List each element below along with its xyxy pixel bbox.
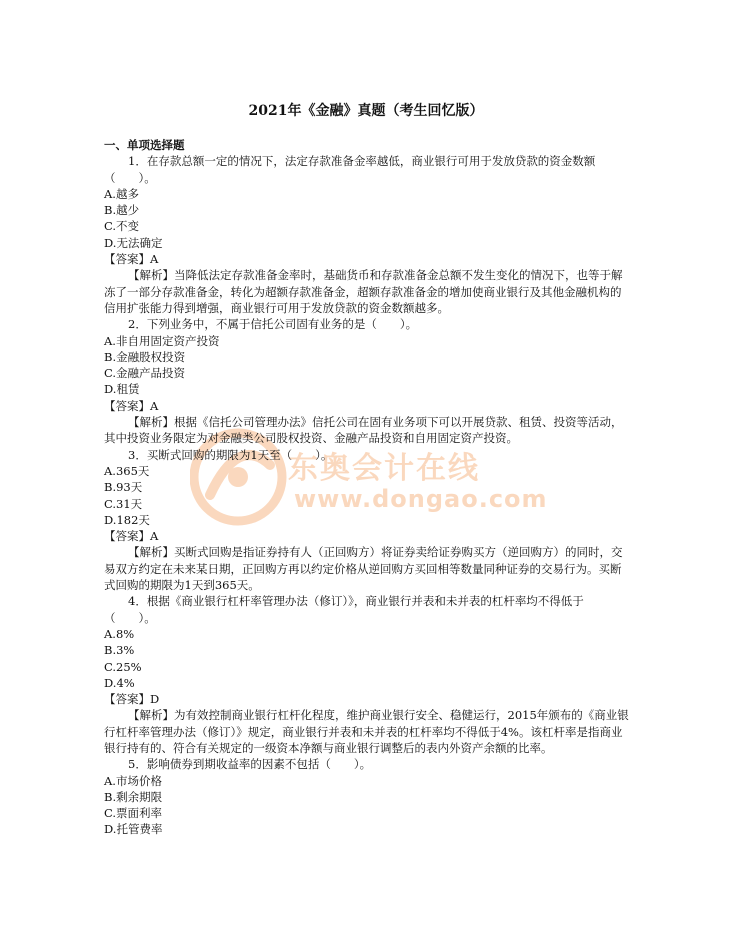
answer-option: C.票面利率 <box>104 806 163 821</box>
answer-option: D.182天 <box>104 512 150 527</box>
answer-key: 【答案】A <box>104 529 159 544</box>
question-stem: 5．影响债券到期收益率的因素不包括（ ）。 <box>128 757 372 772</box>
answer-option: A.8% <box>104 626 135 641</box>
answer-option: C.25% <box>104 659 142 674</box>
question-block <box>104 756 629 837</box>
answer-option: C.不变 <box>104 219 140 234</box>
document-title: 2021年《金融》真题（考生回忆版） <box>248 103 484 119</box>
answer-option: D.无法确定 <box>104 235 163 250</box>
watermark-text-en: www.dongao.com <box>294 485 548 513</box>
question-stem: 2．下列业务中，不属于信托公司固有业务的是（ ）。 <box>128 317 418 332</box>
question-stem: 4．根据《商业银行杠杆率管理办法（修订）》，商业银行并表和未并表的杠杆率均不得低于（ ）。 <box>104 594 584 625</box>
answer-option: C.31天 <box>104 496 143 511</box>
answer-key: 【答案】A <box>104 398 159 413</box>
section-heading: 一、单项选择题 <box>104 138 185 152</box>
answer-option: B.越少 <box>104 203 140 218</box>
answer-explanation: 【解析】根据《信托公司管理办法》信托公司在固有业务项下可以开展贷款、租赁、投资等活动，其中投资业务限定为对金融类公司股权投资、金融产品投资和自用固定资产投资。 <box>104 415 623 446</box>
answer-option: C.金融产品投资 <box>104 366 186 381</box>
question-block <box>104 447 629 594</box>
answer-option: A.市场价格 <box>104 773 162 788</box>
answer-key: 【答案】D <box>104 692 160 707</box>
answer-option: A.越多 <box>104 186 139 201</box>
answer-explanation: 【解析】当降低法定存款准备金率时，基础货币和存款准备金总额不发生变化的情况下，也等于解冻了一部分存款准备金，转化为超额存款准备金，超额存款准备金的增加使商业银行及其他金融机构的信用扩张能力得到增强，商业银行可用于发放贷款的资金数额越多。 <box>104 268 623 315</box>
answer-option: B.金融股权投资 <box>104 349 186 364</box>
answer-option: B.剩余期限 <box>104 789 163 804</box>
answer-option: A.非自用固定资产投资 <box>104 333 220 348</box>
question-block <box>104 153 629 316</box>
document-body <box>104 137 629 838</box>
question-stem: 1．在存款总额一定的情况下，法定存款准备金率越低，商业银行可用于发放贷款的资金数额（ ）。 <box>104 154 596 185</box>
question-stem: 3．买断式回购的期限为1天至（ ）。 <box>128 447 333 462</box>
question-block <box>104 316 629 446</box>
answer-option: A.365天 <box>104 463 150 478</box>
answer-option: B.93天 <box>104 480 143 495</box>
answer-explanation: 【解析】为有效控制商业银行杠杆化程度，维护商业银行安全、稳健运行，2015年颁布的《商业银行杠杆率管理办法（修订）》规定，商业银行并表和未并表的杠杆率均不得低于4%。该杠杆率是指商业银行持有的、符合有关规定的一级资本净额与商业银行调整后的表内外资产余额的比率。 <box>104 708 629 755</box>
answer-option: D.4% <box>104 675 135 690</box>
answer-option: B.3% <box>104 643 135 658</box>
answer-option: D.租赁 <box>104 382 140 397</box>
answer-explanation: 【解析】买断式回购是指证券持有人（正回购方）将证券卖给证券购买方（逆回购方）的同时，交易双方约定在未来某日期，正回购方再以约定价格从逆回购方买回相等数量同种证券的交易行为。买断式回购的期限为1天到365天。 <box>104 545 623 593</box>
question-block <box>104 593 629 756</box>
watermark-text-cn: 东奥会计在线 <box>288 451 480 486</box>
answer-key: 【答案】A <box>104 252 159 267</box>
answer-option: D.托管费率 <box>104 822 163 837</box>
